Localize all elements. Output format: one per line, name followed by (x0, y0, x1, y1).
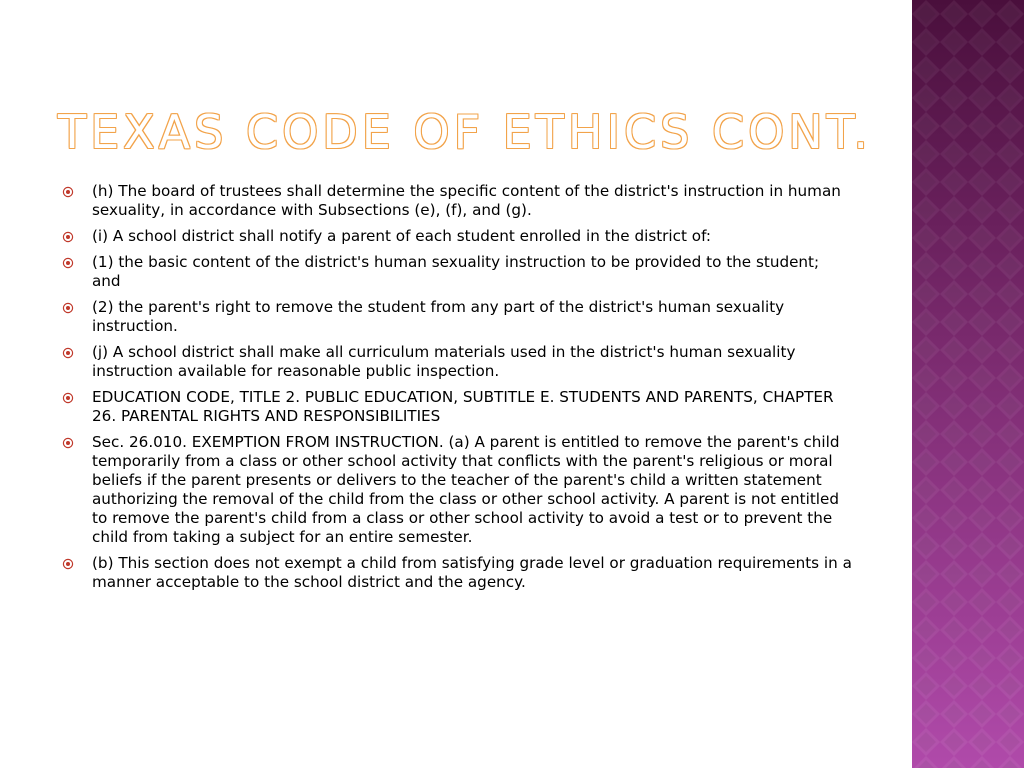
circled-dot-icon (62, 302, 74, 314)
bullet-text: (j) A school district shall make all curriculum materials used in the district's human sexuality instruction available for reasonable public inspection. (92, 343, 796, 380)
bullet-text: (h) The board of trustees shall determine the specific content of the district's instruction in human sexuality, in accordance with Subsections (e), (f), and (g). (92, 182, 841, 219)
bullet-item (62, 554, 852, 592)
bullet-item (62, 227, 852, 246)
bullet-item (62, 433, 852, 547)
bullet-text: (2) the parent's right to remove the student from any part of the district's human sexuality instruction. (92, 298, 785, 335)
bullet-item (62, 182, 852, 220)
bullet-list (62, 182, 852, 599)
bullet-item (62, 388, 852, 426)
decorative-side-panel (912, 0, 1024, 768)
bullet-text: EDUCATION CODE, TITLE 2. PUBLIC EDUCATION, SUBTITLE E. STUDENTS AND PARENTS, CHAPTER 26. PARENTAL RIGHTS AND RESPONSIBILITIES (92, 388, 834, 425)
bullet-text: (1) the basic content of the district's human sexuality instruction to be provided to the student; and (92, 253, 820, 290)
circled-dot-icon (62, 558, 74, 570)
bullet-item (62, 253, 852, 291)
bullet-text: (b) This section does not exempt a child from satisfying grade level or graduation requirements in a manner acceptable to the school district and the agency. (92, 554, 852, 591)
slide-title: TEXAS CODE OF ETHICS CONT. (58, 105, 872, 159)
circled-dot-icon (62, 186, 74, 198)
bullet-text: (i) A school district shall notify a parent of each student enrolled in the district of: (92, 227, 711, 245)
bullet-text: Sec. 26.010. EXEMPTION FROM INSTRUCTION. (a) A parent is entitled to remove the parent's child temporarily from a class or other school activity that conflicts with the parent's religious or moral beliefs if the parent presents or delivers to the teacher of the parent's child a written statement authorizing the removal of the child from the class or other school activity. A parent is not entitled to remove the parent's child from a class or other school activity to avoid a test or to prevent the child from taking a subject for an entire semester. (92, 433, 840, 546)
circled-dot-icon (62, 392, 74, 404)
diamond-pattern-graphic (912, 0, 1024, 768)
circled-dot-icon (62, 347, 74, 359)
bullet-item (62, 343, 852, 381)
circled-dot-icon (62, 231, 74, 243)
bullet-item (62, 298, 852, 336)
circled-dot-icon (62, 437, 74, 449)
circled-dot-icon (62, 257, 74, 269)
